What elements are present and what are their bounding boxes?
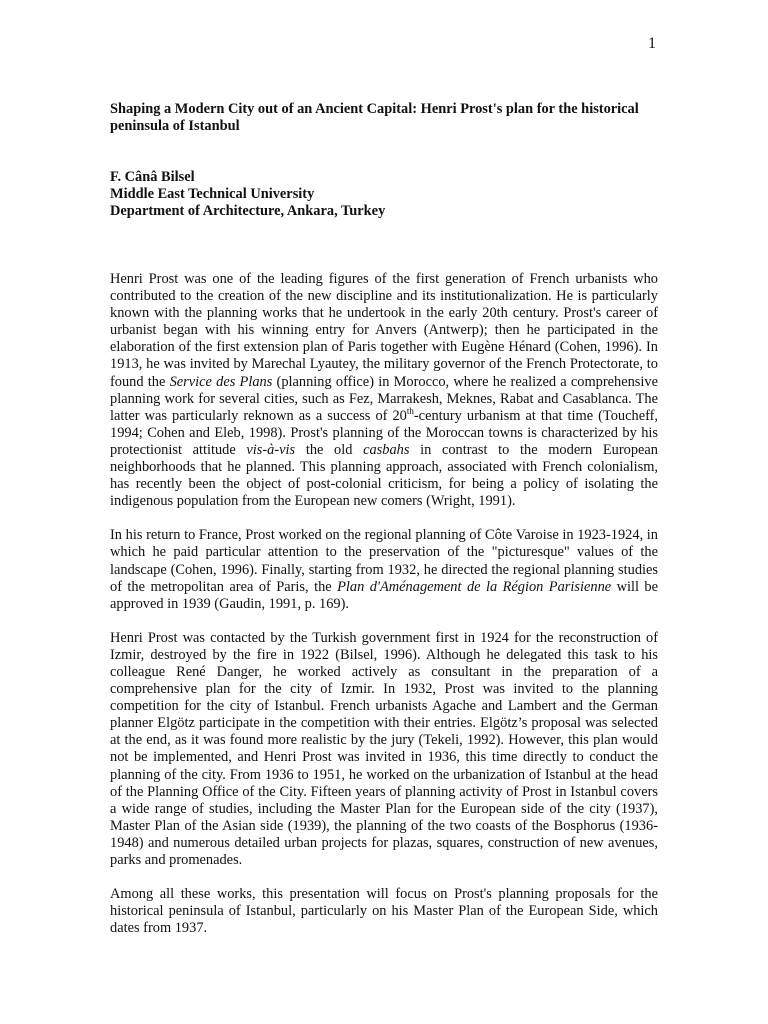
paragraph-2-text-c: will be approved in 1939 (Gaudin, 1991, p. 169).	[110, 578, 659, 612]
paragraph-2-text-a: In his return to France, Prost worked on the regional planning of Côte Varoise in 1923-1924, in which he paid particular attention to the preservation of the "picturesque" values of the landscape (Cohen, 1996). Finally, starting from 1932, he directed the regional planning studies of the metropolitan area of Paris, the	[110, 527, 658, 595]
author-name: F. Cânâ Bilsel	[110, 169, 195, 185]
document-content	[110, 101, 658, 954]
page-number: 1	[648, 35, 656, 52]
paragraph-4: Among all these works, this presentation will focus on Prost's planning proposals for the historical peninsula of Istanbul, particularly on his Master Plan of the European Side, which dates from 1937.	[110, 886, 658, 937]
paper-title: Shaping a Modern City out of an Ancient Capital: Henri Prost's plan for the historical peninsula of Istanbul	[110, 101, 639, 134]
author-department: Department of Architecture, Ankara, Turkey	[110, 203, 386, 219]
paragraph-1-text-c: (planning office) in Morocco, where he realized a comprehensive planning work for several cities, such as Fez, Marrakesh, Meknes, Rabat and Casablanca. The latter was particularly reknown as a success of 20	[110, 373, 658, 424]
paragraph-1-text-h: in contrast to the modern European neighborhoods that he planned. This planning approach, associated with French colonialism, has recently been the object of post-colonial criticism, for being a policy of isolating the indigenous population from the European new comers (Wright, 1991).	[110, 441, 658, 510]
author-block	[110, 169, 658, 220]
paragraph-1-superscript: th	[406, 405, 414, 416]
paragraph-1-text-a: Henri Prost was one of the leading figures of the first generation of French urbanists who contributed to the creation of the new discipline and its institutionalization. He is particularly known with the planning works that he undertook in the early 20th century. Prost's career of urbanist began with his winning entry for Anvers (Antwerp); then he participated in the elaboration of the first extension plan of Paris together with Eugène Hénard (Cohen, 1996). In 1913, he was invited by Marechal Lyautey, the military governor of the French Protectorate, to found the	[110, 271, 658, 390]
paragraph-2-italic-plan-title: Plan d'Aménagement de la Région Parisienne	[337, 578, 612, 595]
paragraph-1-text-f: the old	[295, 441, 364, 458]
paragraph-1-italic-casbahs: casbahs	[363, 441, 410, 458]
paragraph-2	[110, 527, 658, 612]
author-institution: Middle East Technical University	[110, 186, 315, 202]
paragraph-3: Henri Prost was contacted by the Turkish government first in 1924 for the reconstruction of Izmir, destroyed by the fire in 1922 (Bilsel, 1996). Although he delegated this task to his colleague René Danger, he worked actively as consultant in the preparation of a comprehensive plan for the city of Izmir. In 1932, Prost was invited to the planning competition for the city of Istanbul. French urbanists Agache and Lambert and the German planner Elgötz participate in the competition with their entries. Elgötz’s proposal was selected at the end, as it was found more realistic by the jury (Tekeli, 1992). However, this plan would not be implemented, and Henri Prost was invited in 1936, this time directly to conduct the planning of the city. From 1936 to 1951, he worked on the urbanization of Istanbul at the head of the Planning Office of the City. Fifteen years of planning activity of Prost in Istanbul covers a wide range of studies, including the Master Plan for the European side of the city (1937), Master Plan of the Asian side (1939), the planning of the two coasts of the Bosphorus (1936-1948) and numerous detailed urban projects for plazas, squares, construction of new avenues, parks and promenades.	[110, 629, 658, 868]
paragraph-1	[110, 271, 658, 510]
body-text	[110, 271, 658, 937]
paragraph-1-text-d: -century urbanism at that time (Toucheff, 1994; Cohen and Eleb, 1998). Prost's planning of the Moroccan towns is characterized by his protectionist attitude	[110, 407, 659, 458]
paragraph-1-italic-service-des-plans: Service des Plans	[169, 373, 273, 390]
paragraph-1-italic-vis-a-vis: vis-à-vis	[246, 441, 296, 458]
